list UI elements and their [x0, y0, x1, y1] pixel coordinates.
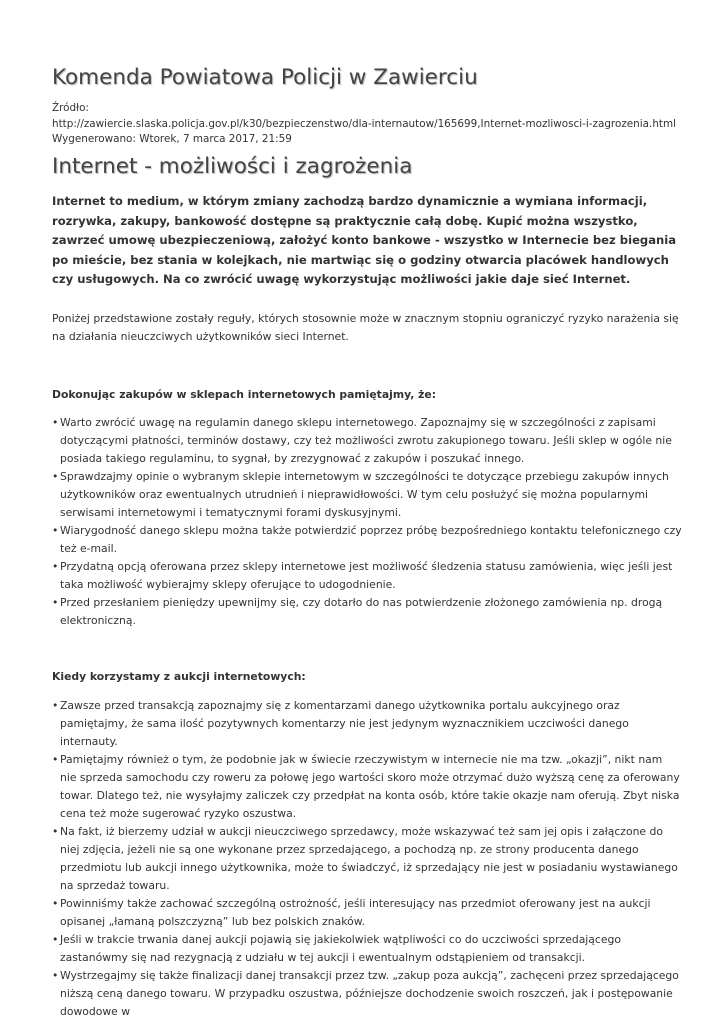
list-item: • Przed przesłaniem pieniędzy upewnijmy się, czy dotarło do nas potwierdzenie złożonego zamówienia np. drogą elektroniczną. — [52, 594, 682, 630]
list-item: • Powinniśmy także zachować szczególną ostrożność, jeśli interesujący nas przedmiot oferowany jest na aukcji opisanej „łamaną polszczyzną” lub bez polskich znaków. — [52, 895, 682, 931]
auctions-tips-list — [52, 697, 682, 1021]
list-item: • Jeśli w trakcie trwania danej aukcji pojawią się jakiekolwiek wątpliwości co do uczciwości sprzedającego zastanówmy się nad rezygnacją z udziału w tej aukcji i ewentualnym odstąpieniem od transakcji. — [52, 931, 682, 967]
shops-tips-list — [52, 414, 682, 630]
source-url: http://zawiercie.slaska.policja.gov.pl/k30/bezpieczenstwo/dla-internautow/165699,Internet-mozliwosci-i-zagrozenia.html — [52, 117, 676, 130]
article-title: Internet - możliwości i zagrożenia — [52, 154, 413, 179]
list-item: • Warto zwrócić uwagę na regulamin danego sklepu internetowego. Zapoznajmy się w szczególności z zapisami dotyczącymi płatności, terminów dostawy, czy też możliwości zwrotu zakupionego towaru. Jeśli sklep w ogóle nie posiada takiego regulaminu, to sygnał, by zrezygnować z zakupów i poszukać innego. — [52, 414, 682, 468]
list-item: • Zawsze przed transakcją zapoznajmy się z komentarzami danego użytkownika portalu aukcyjnego oraz pamiętajmy, że sama ilość pozytywnych komentarzy nie jest jedynym wyznacznikiem uczciwości danego internauty. — [52, 697, 682, 751]
list-item: • Pamiętajmy również o tym, że podobnie jak w świecie rzeczywistym w internecie nie ma tzw. „okazji”, nikt nam nie sprzeda samochodu czy roweru za połowę jego wartości skoro może otrzymać dużo wyższą cenę za oferowany towar. Dlatego też, nie wysyłajmy zaliczek czy przedpłat na konta osób, które takie okazje nam oferują. Zbyt niska cena też może sugerować ryzyko oszustwa. — [52, 751, 682, 823]
section-heading-auctions: Kiedy korzystamy z aukcji internetowych: — [52, 670, 306, 683]
list-item: • Sprawdzajmy opinie o wybranym sklepie internetowym w szczególności te dotyczące przebiegu zakupów innych użytkowników oraz ewentualnych utrudnień i nieprawidłowości. W tym celu posłużyć się można popularnymi serwisami internetowymi i tematycznymi forami dyskusyjnymi. — [52, 468, 682, 522]
source-label: Źródło: — [52, 102, 89, 114]
list-item: • Na fakt, iż bierzemy udział w aukcji nieuczciwego sprzedawcy, może wskazywać też sam jej opis i załączone do niej zdjęcia, jeżeli nie są one wykonane przez sprzedającego, a pochodzą np. ze strony producenta danego przedmiotu lub aukcji innego użytkownika, może to świadczyć, iż sprzedający nie jest w posiadaniu wystawianego na sprzedaż towaru. — [52, 823, 682, 895]
list-item: • Wystrzegajmy się także finalizacji danej transakcji przez tzw. „zakup poza aukcją”, zachęceni przez sprzedającego niższą ceną danego towaru. W przypadku oszustwa, późniejsze dochodzenie swoich roszczeń, jak i postępowanie dowodowe w — [52, 967, 682, 1021]
list-item: • Wiarygodność danego sklepu można także potwierdzić poprzez próbę bezpośredniego kontaktu telefonicznego czy też e-mail. — [52, 522, 682, 558]
article-lead: Internet to medium, w którym zmiany zachodzą bardzo dynamicznie a wymiana informacji, rozrywka, zakupy, bankowość dostępne są praktycznie całą dobę. Kupić można wszystko, zawrzeć umowę ubezpieczeniową, założyć konto bankowe - wszystko w Internecie bez biegania po mieście, bez stania w kolejkach, nie martwiąc się o godziny otwarcia placówek handlowych czy usługowych. Na co zwrócić uwagę wykorzystując możliwości jakie daje sieć Internet. — [52, 194, 677, 286]
section-heading-shops: Dokonując zakupów w sklepach internetowych pamiętajmy, że: — [52, 388, 437, 401]
generated-date: Wygenerowano: Wtorek, 7 marca 2017, 21:59 — [52, 133, 292, 145]
document-meta — [52, 101, 692, 148]
list-item: • Przydatną opcją oferowana przez sklepy internetowe jest możliwość śledzenia statusu zamówienia, więc jeśli jest taka możliwość wybierajmy sklepy oferujące to udogodnienie. — [52, 558, 682, 594]
site-title: Komenda Powiatowa Policji w Zawierciu — [52, 65, 478, 90]
article-intro: Poniżej przedstawione zostały reguły, których stosownie może w znacznym stopniu ograniczyć ryzyko narażenia się na działania nieuczciwych użytkowników sieci Internet. — [52, 312, 679, 343]
